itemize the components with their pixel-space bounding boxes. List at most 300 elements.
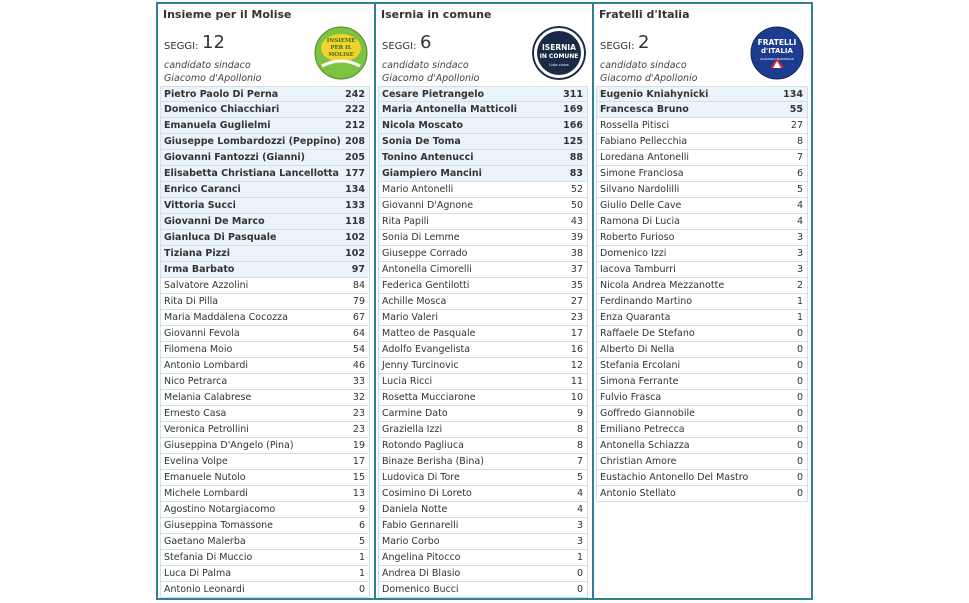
candidate-row-votes: 166 (563, 120, 583, 131)
logo-text: PER IL (330, 45, 352, 51)
candidate-row (160, 358, 370, 374)
candidate-row-name: Achille Mosca (382, 296, 447, 307)
candidate-row-votes: 311 (563, 89, 583, 100)
candidate-row-votes: 4 (796, 200, 803, 211)
candidate-row-votes: 3 (796, 232, 803, 243)
candidate-row-name: Nicola Moscato (382, 120, 464, 131)
candidate-row-name: Domenico Izzi (600, 248, 667, 259)
candidate-row-name: Maria Maddalena Cocozza (164, 312, 288, 323)
candidate-row-name: Giovanni De Marco (164, 216, 265, 227)
candidate-row-votes: 169 (563, 104, 583, 115)
candidate-row (596, 454, 808, 470)
logo-text: ALLEANZA NAZIONALE (759, 57, 795, 61)
candidate-row-votes: 0 (796, 424, 803, 435)
candidate-row-votes: 8 (576, 424, 583, 435)
seggi-label: SEGGI: (382, 41, 417, 52)
candidate-row (378, 454, 588, 470)
candidate-row-name: Evelina Volpe (164, 456, 228, 467)
candidate-row-name: Stefania Di Muccio (164, 552, 253, 563)
candidate-row-name: Federica Gentilotti (382, 280, 470, 291)
candidate-row (378, 566, 588, 582)
candidate-row-name: Agostino Notargiacomo (164, 504, 276, 515)
candidate-row-name: Jenny Turcinovic (382, 360, 459, 371)
candidate-row-name: Ramona Di Lucia (600, 216, 680, 227)
candidate-row (596, 294, 808, 310)
candidate-row (596, 262, 808, 278)
candidate-row (378, 86, 588, 102)
candidate-row-name: Rita Papili (382, 216, 429, 227)
candidate-row-name: Giuseppina D'Angelo (Pina) (164, 440, 294, 451)
party-header (594, 4, 811, 84)
candidate-row-name: Giovanni Fevola (164, 328, 240, 339)
candidate-row-votes: 0 (576, 568, 583, 579)
party-panel-fratelli (592, 2, 813, 600)
candidate-row (596, 150, 808, 166)
candidate-row-votes: 222 (345, 104, 365, 115)
candidate-list (596, 86, 808, 502)
candidate-row-votes: 5 (576, 472, 583, 483)
candidate-row (160, 438, 370, 454)
candidate-row-votes: 134 (783, 89, 803, 100)
candidate-row-name: Irma Barbato (164, 264, 235, 275)
candidate-row-name: Eugenio Kniahynicki (600, 89, 709, 100)
candidate-row-votes: 118 (345, 216, 365, 227)
candidate-row-name: Matteo de Pasquale (382, 328, 476, 339)
candidate-row-name: Giuseppe Corrado (382, 248, 468, 259)
candidate-row (596, 486, 808, 502)
candidate-row-votes: 1 (358, 552, 365, 563)
candidate-row-votes: 16 (570, 344, 583, 355)
candidate-row (378, 534, 588, 550)
candidate-row-votes: 9 (576, 408, 583, 419)
candidate-row-name: Andrea Di Blasio (382, 568, 461, 579)
candidate-name: Giacomo d'Apollonio (600, 73, 698, 84)
candidate-row-votes: 0 (796, 392, 803, 403)
candidate-row-name: Adolfo Evangelista (382, 344, 471, 355)
candidate-row-votes: 12 (570, 360, 583, 371)
candidate-row (160, 582, 370, 598)
candidate-row-votes: 177 (345, 168, 365, 179)
logo-text: ISERNIA (542, 43, 576, 52)
candidate-row (160, 486, 370, 502)
candidate-row-name: Stefania Ercolani (600, 360, 681, 371)
candidate-row-name: Domenico Bucci (382, 584, 459, 595)
candidate-row-name: Roberto Furioso (600, 232, 675, 243)
candidate-row-votes: 0 (576, 584, 583, 595)
candidate-row-name: Giovanni D'Agnone (382, 200, 474, 211)
candidate-row-votes: 54 (352, 344, 365, 355)
candidate-row (160, 534, 370, 550)
candidate-row (378, 198, 588, 214)
candidate-row (160, 566, 370, 582)
candidate-row (378, 214, 588, 230)
candidate-row-name: Alberto Di Nella (600, 344, 675, 355)
candidate-row-name: Lucia Ricci (382, 376, 433, 387)
seggi-count: 2 (638, 32, 650, 53)
candidate-row-votes: 212 (345, 120, 365, 131)
candidate-row-name: Ferdinando Martino (600, 296, 693, 307)
candidate-row (160, 310, 370, 326)
candidate-row-name: Ludovica Di Tore (382, 472, 460, 483)
candidate-row-name: Salvatore Azzolini (164, 280, 249, 291)
candidate-row (160, 118, 370, 134)
candidate-row-name: Rotondo Pagliuca (382, 440, 464, 451)
candidate-row-name: Gianluca Di Pasquale (164, 232, 277, 243)
candidate-row-votes: 67 (352, 312, 365, 323)
candidate-row-name: Francesca Bruno (600, 104, 689, 115)
party-name: Isernia in comune (381, 8, 492, 21)
candidate-row (378, 278, 588, 294)
candidate-row (378, 422, 588, 438)
candidate-row-votes: 6 (358, 520, 365, 531)
candidate-row-name: Enza Quaranta (600, 312, 671, 323)
candidate-row-name: Cesare Pietrangelo (382, 89, 485, 100)
candidate-row (596, 326, 808, 342)
candidate-row (596, 166, 808, 182)
candidate-row-votes: 38 (570, 248, 583, 259)
candidate-row-votes: 15 (352, 472, 365, 483)
candidate-row-name: Antonio Lombardi (164, 360, 249, 371)
logo-text: FRATELLI (757, 38, 797, 47)
candidate-row (378, 374, 588, 390)
seggi-label: SEGGI: (600, 41, 635, 52)
candidate-row-votes: 2 (796, 280, 803, 291)
candidate-label: candidato sindaco (600, 60, 687, 71)
candidate-row-votes: 50 (570, 200, 583, 211)
candidate-row (596, 230, 808, 246)
candidate-label: candidato sindaco (164, 60, 251, 71)
candidate-row-votes: 8 (576, 440, 583, 451)
candidate-row (378, 294, 588, 310)
seggi-count: 6 (420, 32, 432, 53)
candidate-row-votes: 6 (796, 168, 803, 179)
candidate-row (160, 278, 370, 294)
candidate-row (160, 246, 370, 262)
candidate-row-name: Antonio Stellato (600, 488, 676, 499)
candidate-row-votes: 52 (570, 184, 583, 195)
candidate-row (378, 182, 588, 198)
candidate-row-name: Silvano Nardolilli (600, 184, 680, 195)
candidate-row-votes: 13 (352, 488, 365, 499)
candidate-list (378, 86, 588, 598)
candidate-row (378, 518, 588, 534)
candidate-row-name: Simona Ferrante (600, 376, 679, 387)
candidate-row-name: Daniela Notte (382, 504, 448, 515)
candidate-row-votes: 7 (576, 456, 583, 467)
candidate-row (378, 102, 588, 118)
candidate-row (160, 342, 370, 358)
candidate-row-votes: 134 (345, 184, 365, 195)
candidate-row (596, 358, 808, 374)
candidate-row-votes: 3 (576, 536, 583, 547)
candidate-row (596, 342, 808, 358)
candidate-row (596, 198, 808, 214)
candidate-row-name: Vittoria Succi (164, 200, 236, 211)
candidate-row-votes: 102 (345, 248, 365, 259)
candidate-row-votes: 0 (796, 472, 803, 483)
candidate-row-votes: 7 (796, 152, 803, 163)
candidate-row-votes: 1 (796, 312, 803, 323)
candidate-row (160, 134, 370, 150)
candidate-row-name: Melania Calabrese (164, 392, 252, 403)
candidate-row-votes: 0 (796, 328, 803, 339)
candidate-row-name: Binaze Berisha (Bina) (382, 456, 484, 467)
candidate-row-votes: 4 (576, 488, 583, 499)
candidate-row (378, 486, 588, 502)
party-name: Fratelli d'Italia (599, 8, 690, 21)
candidate-row-votes: 0 (796, 440, 803, 451)
candidate-row-name: Rita Di Pilla (164, 296, 219, 307)
candidate-row-name: Mario Corbo (382, 536, 440, 547)
candidate-row-name: Goffredo Giannobile (600, 408, 695, 419)
candidate-row-votes: 11 (570, 376, 583, 387)
logo-text: MOLISE (328, 52, 354, 58)
candidate-name: Giacomo d'Apollonio (382, 73, 480, 84)
candidate-row-votes: 27 (790, 120, 803, 131)
candidate-row-name: Simone Franciosa (600, 168, 684, 179)
candidate-row-name: Fabio Gennarelli (382, 520, 459, 531)
candidate-row-name: Domenico Chiacchiari (164, 104, 280, 115)
candidate-row (160, 422, 370, 438)
candidate-row (160, 150, 370, 166)
candidate-row (596, 246, 808, 262)
candidate-row-name: Nico Petrarca (164, 376, 228, 387)
candidate-row (378, 262, 588, 278)
candidate-row (596, 102, 808, 118)
logo-text: d'ITALIA (761, 47, 793, 55)
candidate-row (160, 230, 370, 246)
candidate-row-votes: 97 (351, 264, 365, 275)
candidate-row (596, 182, 808, 198)
candidate-row-votes: 55 (789, 104, 803, 115)
candidate-row-name: Giampiero Mancini (382, 168, 482, 179)
candidate-row-votes: 3 (576, 520, 583, 531)
candidate-row-votes: 242 (345, 89, 365, 100)
candidate-row-name: Pietro Paolo Di Perna (164, 89, 279, 100)
candidate-row-name: Giovanni Fantozzi (Gianni) (164, 152, 306, 163)
candidate-row (378, 470, 588, 486)
logo-text: Lista civica (549, 63, 569, 67)
candidate-row-name: Loredana Antonelli (600, 152, 690, 163)
candidate-row (596, 214, 808, 230)
candidate-row-name: Ernesto Casa (164, 408, 227, 419)
candidate-row-name: Elisabetta Christiana Lancellotta (164, 168, 339, 179)
candidate-row-votes: 88 (569, 152, 583, 163)
candidate-row (160, 86, 370, 102)
candidate-list (160, 86, 370, 598)
candidate-row (596, 310, 808, 326)
logo-text: IN COMUNE (539, 53, 579, 60)
candidate-row-votes: 1 (796, 296, 803, 307)
candidate-row (378, 390, 588, 406)
candidate-row-votes: 0 (796, 376, 803, 387)
candidate-row-votes: 0 (358, 584, 365, 595)
candidate-row (378, 166, 588, 182)
candidate-row-name: Emiliano Petrecca (600, 424, 685, 435)
candidate-row-votes: 23 (570, 312, 583, 323)
candidate-row (596, 390, 808, 406)
candidate-row-votes: 5 (796, 184, 803, 195)
candidate-row (160, 166, 370, 182)
candidate-row (160, 406, 370, 422)
candidate-row (160, 454, 370, 470)
candidate-row (596, 470, 808, 486)
candidate-row-votes: 1 (358, 568, 365, 579)
candidate-row-votes: 23 (352, 424, 365, 435)
candidate-row-votes: 125 (563, 136, 583, 147)
candidate-row-name: Sonia De Toma (382, 136, 461, 147)
candidate-row-name: Gaetano Malerba (164, 536, 246, 547)
candidate-row-name: Rosetta Mucciarone (382, 392, 476, 403)
candidate-row (378, 438, 588, 454)
logo-text: INSIEME (326, 38, 356, 44)
candidate-row-name: Iacova Tamburri (600, 264, 676, 275)
candidate-row-name: Antonella Schiazza (600, 440, 690, 451)
candidate-row (160, 518, 370, 534)
candidate-row (596, 374, 808, 390)
candidate-row-votes: 35 (570, 280, 583, 291)
candidate-row-name: Christian Amore (600, 456, 677, 467)
candidate-row (160, 214, 370, 230)
candidate-row-votes: 5 (358, 536, 365, 547)
candidate-row-votes: 0 (796, 344, 803, 355)
candidate-row-name: Mario Valeri (382, 312, 439, 323)
isernia-comune-logo-icon (532, 26, 586, 80)
candidate-row (596, 438, 808, 454)
candidate-row-votes: 205 (345, 152, 365, 163)
candidate-row-votes: 1 (576, 552, 583, 563)
candidate-row-name: Filomena Moio (164, 344, 233, 355)
candidate-row-name: Fulvio Frasca (600, 392, 662, 403)
insieme-logo-icon (314, 26, 368, 80)
candidate-row-name: Giulio Delle Cave (600, 200, 682, 211)
candidate-row-name: Veronica Petrollini (164, 424, 249, 435)
candidate-row (160, 262, 370, 278)
candidate-row (378, 134, 588, 150)
candidate-row-votes: 83 (569, 168, 583, 179)
candidate-row (160, 198, 370, 214)
candidate-row-votes: 79 (352, 296, 365, 307)
candidate-row-name: Antonella Cimorelli (382, 264, 472, 275)
candidate-row-votes: 8 (796, 136, 803, 147)
candidate-row (378, 502, 588, 518)
candidate-row-votes: 19 (352, 440, 365, 451)
candidate-row (160, 326, 370, 342)
candidate-row-votes: 3 (796, 264, 803, 275)
seggi-count: 12 (202, 32, 225, 53)
candidate-row-name: Emanuela Guglielmi (164, 120, 271, 131)
candidate-row-name: Rossella Pitisci (600, 120, 670, 131)
candidate-row-votes: 27 (570, 296, 583, 307)
candidate-row (378, 230, 588, 246)
candidate-row-votes: 43 (570, 216, 583, 227)
candidate-row-votes: 46 (352, 360, 365, 371)
candidate-row-votes: 0 (796, 408, 803, 419)
candidate-row-votes: 102 (345, 232, 365, 243)
candidate-row-name: Cosimino Di Loreto (382, 488, 472, 499)
party-name: Insieme per il Molise (163, 8, 292, 21)
candidate-row (596, 86, 808, 102)
party-header (376, 4, 592, 84)
candidate-row-name: Nicola Andrea Mezzanotte (600, 280, 725, 291)
candidate-row (160, 374, 370, 390)
candidate-row-name: Giuseppe Lombardozzi (Peppino) (164, 136, 341, 147)
candidate-row-votes: 0 (796, 360, 803, 371)
candidate-row (160, 502, 370, 518)
candidate-row-name: Carmine Dato (382, 408, 448, 419)
candidate-row-votes: 37 (570, 264, 583, 275)
candidate-row (596, 422, 808, 438)
candidate-row-votes: 23 (352, 408, 365, 419)
candidate-row (596, 134, 808, 150)
candidate-row (378, 550, 588, 566)
fratelli-italia-logo-icon (750, 26, 804, 80)
candidate-row-name: Maria Antonella Matticoli (382, 104, 518, 115)
party-panel-insieme (156, 2, 376, 600)
candidate-row (160, 550, 370, 566)
candidate-row-name: Graziella Izzi (382, 424, 443, 435)
candidate-row (378, 310, 588, 326)
candidate-row-votes: 17 (570, 328, 583, 339)
candidate-row-votes: 0 (796, 488, 803, 499)
candidate-row-votes: 0 (796, 456, 803, 467)
candidate-row-name: Eustachio Antonello Del Mastro (600, 472, 749, 483)
candidate-name: Giacomo d'Apollonio (164, 73, 262, 84)
candidate-row-name: Mario Antonelli (382, 184, 454, 195)
candidate-row-votes: 3 (796, 248, 803, 259)
candidate-row (160, 390, 370, 406)
candidate-row (596, 406, 808, 422)
candidate-row (378, 246, 588, 262)
candidate-label: candidato sindaco (382, 60, 469, 71)
candidate-row (160, 294, 370, 310)
candidate-row-name: Fabiano Pellecchia (600, 136, 688, 147)
candidate-row (378, 406, 588, 422)
candidate-row-votes: 133 (345, 200, 365, 211)
candidate-row-votes: 9 (358, 504, 365, 515)
candidate-row-votes: 4 (576, 504, 583, 515)
candidate-row (596, 278, 808, 294)
candidate-row-name: Raffaele De Stefano (600, 328, 695, 339)
party-header (158, 4, 374, 84)
party-panel-isernia (374, 2, 594, 600)
candidate-row-votes: 84 (352, 280, 365, 291)
candidate-row (596, 118, 808, 134)
candidate-row-name: Emanuele Nutolo (164, 472, 246, 483)
candidate-row (160, 470, 370, 486)
candidate-row-votes: 32 (352, 392, 365, 403)
candidate-row-name: Tonino Antenucci (382, 152, 474, 163)
candidate-row (160, 182, 370, 198)
candidate-row-name: Sonia Di Lemme (382, 232, 460, 243)
candidate-row-name: Luca Di Palma (164, 568, 232, 579)
candidate-row-votes: 39 (570, 232, 583, 243)
candidate-row-name: Enrico Caranci (164, 184, 241, 195)
candidate-row-votes: 208 (345, 136, 365, 147)
candidate-row-name: Antonio Leonardi (164, 584, 245, 595)
candidate-row (378, 150, 588, 166)
candidate-row-votes: 17 (352, 456, 365, 467)
candidate-row-votes: 33 (352, 376, 365, 387)
candidate-row-name: Angelina Pitocco (382, 552, 461, 563)
seggi-label: SEGGI: (164, 41, 199, 52)
candidate-row-name: Giuseppina Tomassone (164, 520, 274, 531)
candidate-row (378, 582, 588, 598)
candidate-row (378, 118, 588, 134)
candidate-row-votes: 64 (352, 328, 365, 339)
candidate-row (378, 326, 588, 342)
candidate-row (160, 102, 370, 118)
